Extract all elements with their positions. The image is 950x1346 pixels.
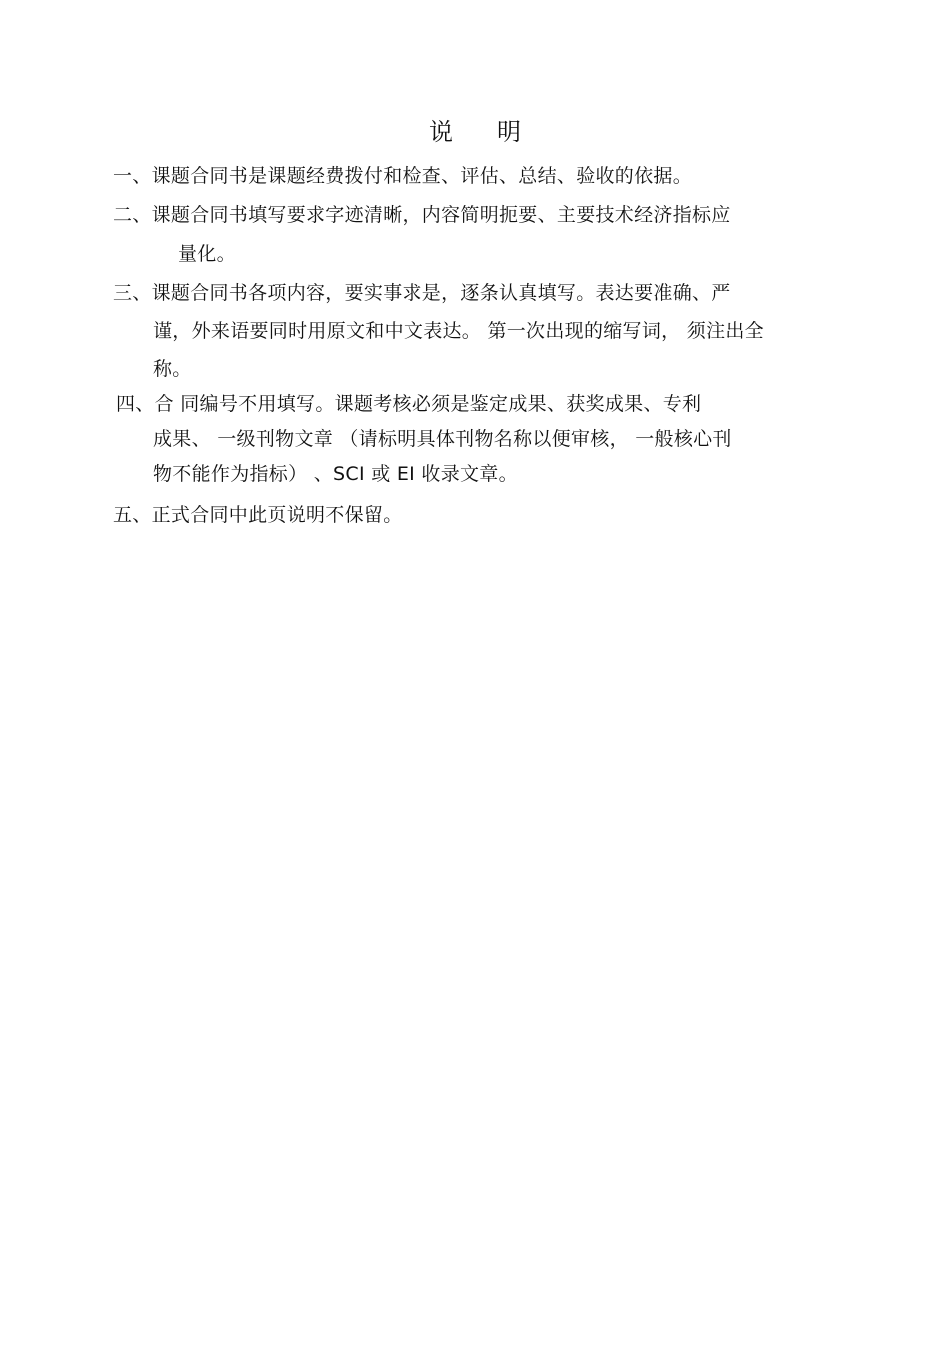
item-1-line-1	[113, 163, 692, 189]
item-text: 课题合同书各项内容，要实事求是，逐条认真填写。表达要准确、严	[151, 282, 731, 304]
item-text: 正式合同中此页说明不保留。	[151, 504, 403, 526]
item-number: 三、	[113, 282, 152, 304]
item-text: 课题合同书填写要求字迹清晰，内容简明扼要、主要技术经济指标应	[151, 204, 731, 226]
item-2-line-2	[178, 241, 236, 267]
item-text: 称。	[153, 358, 192, 380]
page-title	[0, 114, 950, 150]
item-4-line-2	[153, 426, 732, 452]
item-text: 成果、 一级刊物文章 （请标明具体刊物名称以便审核， 一般核心刊	[153, 428, 732, 450]
item-3-line-1	[113, 280, 731, 306]
item-text: 课题合同书是课题经费拨付和检查、评估、总结、验收的依据。	[151, 165, 693, 187]
item-text: 谨，外来语要同时用原文和中文表达。 第一次出现的缩写词， 须注出全	[153, 320, 764, 342]
item-number: 二、	[113, 204, 152, 226]
item-text: 量化。	[178, 243, 236, 265]
item-5-line-1	[113, 502, 403, 528]
item-number: 一、	[113, 165, 152, 187]
item-number: 四、	[116, 393, 155, 415]
item-2-line-1	[113, 202, 731, 228]
item-4-line-1	[116, 391, 701, 417]
item-number: 五、	[113, 504, 152, 526]
item-3-line-2	[153, 318, 764, 344]
item-text: 物不能作为指标） 、SCI 或 EI 收录文章。	[153, 463, 518, 485]
item-3-line-3	[153, 356, 192, 382]
title-char: 明	[497, 118, 521, 146]
title-char: 说	[429, 118, 453, 146]
item-text: 合 同编号不用填写。课题考核必须是鉴定成果、获奖成果、专利	[154, 393, 702, 415]
item-4-line-3	[153, 461, 518, 487]
